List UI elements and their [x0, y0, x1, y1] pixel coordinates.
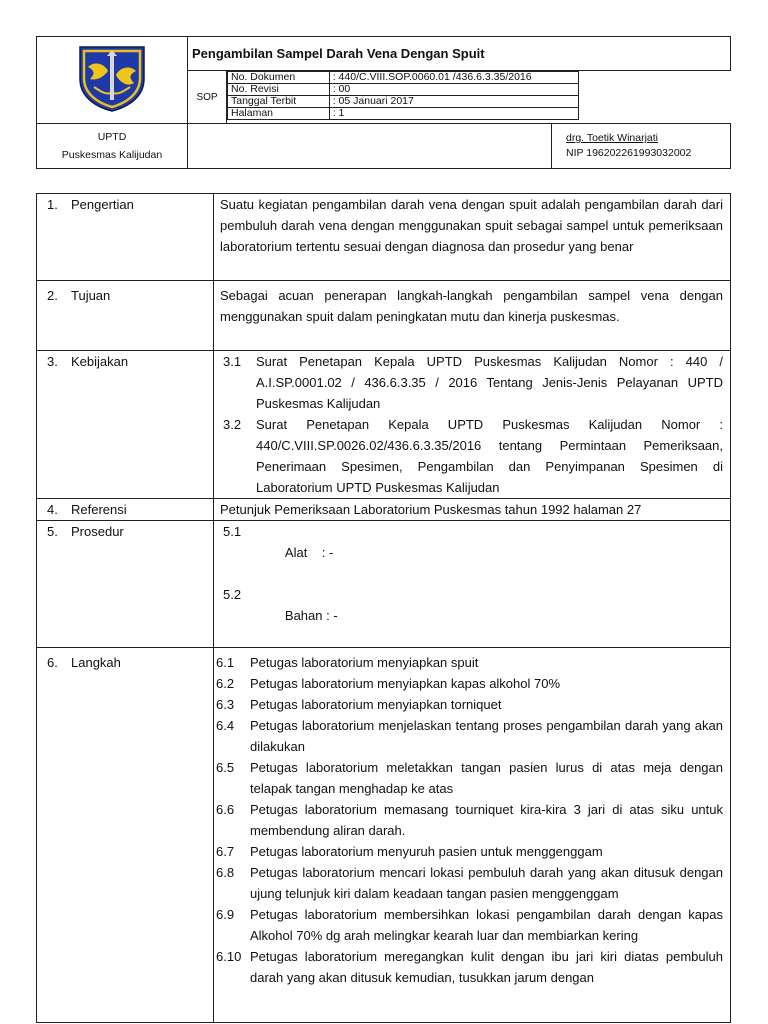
meta-row [228, 84, 579, 96]
step-text: Petugas laboratorium menyuruh pasien untuk menggenggam [250, 844, 603, 859]
section-title: Pengertian [71, 197, 134, 212]
step-item [216, 757, 723, 799]
section-text: Sebagai acuan penerapan langkah-langkah pengambilan sampel vena dengan menggunakan spuit dalam peningkatan mutu dan kinerja puskesmas. [214, 281, 731, 351]
section-label [37, 351, 214, 499]
section-pengertian [37, 194, 731, 281]
step-item [216, 946, 723, 988]
list-item [223, 584, 723, 647]
meta-row [228, 72, 579, 84]
meta-label: No. Revisi [228, 84, 330, 96]
document-title: Pengambilan Sampel Darah Vena Dengan Spuit [188, 37, 731, 71]
section-prosedur [37, 521, 731, 648]
meta-value: : 1 [329, 108, 578, 120]
step-text: Petugas laboratorium membersihkan lokasi pengambilan darah dengan kapas Alkohol 70% dg arah melingkar kearah luar dan membiarkan kering [250, 907, 723, 943]
kebijakan-list [214, 351, 731, 499]
step-text: Petugas laboratorium meletakkan tangan pasien lurus di atas meja dengan telapak tangan menghadap ke atas [250, 760, 723, 796]
section-title: Langkah [71, 655, 121, 670]
section-label [37, 499, 214, 521]
section-text: Suatu kegiatan pengambilan darah vena dengan spuit adalah pengambilan darah dari pembuluh darah vena dengan menggunakan spuit sebagai sampel untuk pemeriksaan laboratorium tertentu sesuai dengan diagnosa dan prosedur yang benar [214, 194, 731, 281]
step-item [216, 799, 723, 841]
step-text: Petugas laboratorium menjelaskan tentang proses pengambilan darah yang akan dilakukan [250, 718, 723, 754]
item-number: 5.2 [223, 587, 242, 602]
step-text: Petugas laboratorium meregangkan kulit dengan ibu jari kiri diatas pembuluh darah yang akan ditusuk kemudian, tusukkan jarum dengan [250, 949, 723, 985]
step-item [216, 694, 723, 715]
unit-line1: UPTD [97, 131, 127, 143]
step-number: 6.7 [216, 844, 235, 859]
step-item [216, 652, 723, 673]
meta-value: : 00 [329, 84, 578, 96]
section-number: 4. [47, 502, 58, 517]
langkah-list [214, 648, 731, 1023]
sop-content-table [36, 193, 731, 1023]
signer-name: drg. Toetik Winarjati [566, 132, 659, 144]
step-text: Petugas laboratorium menyiapkan kapas alkohol 70% [250, 676, 561, 691]
step-item [216, 841, 723, 862]
step-item [216, 715, 723, 757]
unit-line2: Puskesmas Kalijudan [61, 149, 163, 161]
section-text: Petunjuk Pemeriksaan Laboratorium Puskesmas tahun 1992 halaman 27 [214, 499, 731, 521]
section-tujuan [37, 281, 731, 351]
section-title: Kebijakan [71, 354, 129, 369]
signature-cell [552, 124, 731, 169]
section-label [37, 281, 214, 351]
step-number: 6.10 [216, 949, 242, 964]
logo-cell [37, 37, 188, 124]
list-item [223, 414, 723, 498]
sop-label: SOP [188, 71, 227, 124]
meta-value: : 440/C.VIII.SOP.0060.01 /436.6.3.35/2016 [329, 72, 578, 84]
step-item [216, 862, 723, 904]
step-number: 6.3 [216, 697, 235, 712]
section-title: Tujuan [71, 288, 111, 303]
step-number: 6.5 [216, 760, 235, 775]
section-number: 1. [47, 197, 58, 212]
section-number: 2. [47, 288, 58, 303]
item-number: 3.1 [223, 354, 242, 369]
blank-cell [188, 124, 552, 169]
signer-nip: NIP 196202261993032002 [566, 147, 692, 159]
section-referensi [37, 499, 731, 521]
step-text: Petugas laboratorium menyiapkan torniquet [250, 697, 502, 712]
meta-row [228, 108, 579, 120]
document-meta-cell [227, 71, 731, 124]
section-title: Referensi [71, 502, 127, 517]
document-header [36, 36, 731, 169]
section-label [37, 648, 214, 1023]
step-text: Petugas laboratorium mencari lokasi pembuluh darah yang akan ditusuk dengan ujung telunjuk kiri dalam keadaan tangan pasien menggenggam [250, 865, 723, 901]
step-text: Petugas laboratorium menyiapkan spuit [250, 655, 479, 670]
meta-label: No. Dokumen [228, 72, 330, 84]
item-text: Alat : - [284, 545, 334, 560]
step-number: 6.8 [216, 865, 235, 880]
meta-row [228, 96, 579, 108]
list-item [223, 351, 723, 414]
section-label [37, 194, 214, 281]
section-number: 5. [47, 524, 58, 539]
section-kebijakan [37, 351, 731, 499]
meta-label: Halaman [228, 108, 330, 120]
section-label [37, 521, 214, 648]
section-number: 6. [47, 655, 58, 670]
step-number: 6.9 [216, 907, 235, 922]
step-item [216, 673, 723, 694]
step-number: 6.1 [216, 655, 235, 670]
item-text: Surat Penetapan Kepala UPTD Puskesmas Kalijudan Nomor : 440/C.VIII.SP.0026.02/436.6.3.35/2016 tentang Permintaan Pemeriksaan, Penerimaan Spesimen, Pengambilan dan Penyimpanan Spesimen di Laboratorium UPTD Puskesmas Kalijudan [256, 417, 723, 495]
surabaya-emblem-icon [74, 43, 150, 113]
meta-value: : 05 Januari 2017 [329, 96, 578, 108]
step-text: Petugas laboratorium memasang tourniquet kira-kira 3 jari di atas siku untuk membendung aliran darah. [250, 802, 723, 838]
step-item [216, 904, 723, 946]
prosedur-list [214, 521, 731, 648]
section-langkah [37, 648, 731, 1023]
step-number: 6.6 [216, 802, 235, 817]
item-text: Surat Penetapan Kepala UPTD Puskesmas Kalijudan Nomor : 440 / A.I.SP.0001.02 / 436.6.3.35 / 2016 Tentang Jenis-Jenis Pelayanan UPTD Puskesmas Kalijudan [256, 354, 723, 411]
step-number: 6.2 [216, 676, 235, 691]
section-number: 3. [47, 354, 58, 369]
meta-label: Tanggal Terbit [228, 96, 330, 108]
item-number: 5.1 [223, 524, 242, 539]
unit-cell [37, 124, 188, 169]
section-title: Prosedur [71, 524, 124, 539]
step-number: 6.4 [216, 718, 235, 733]
item-number: 3.2 [223, 417, 242, 432]
document-meta [227, 71, 579, 120]
item-text: Bahan : - [284, 608, 338, 623]
list-item [223, 521, 723, 584]
